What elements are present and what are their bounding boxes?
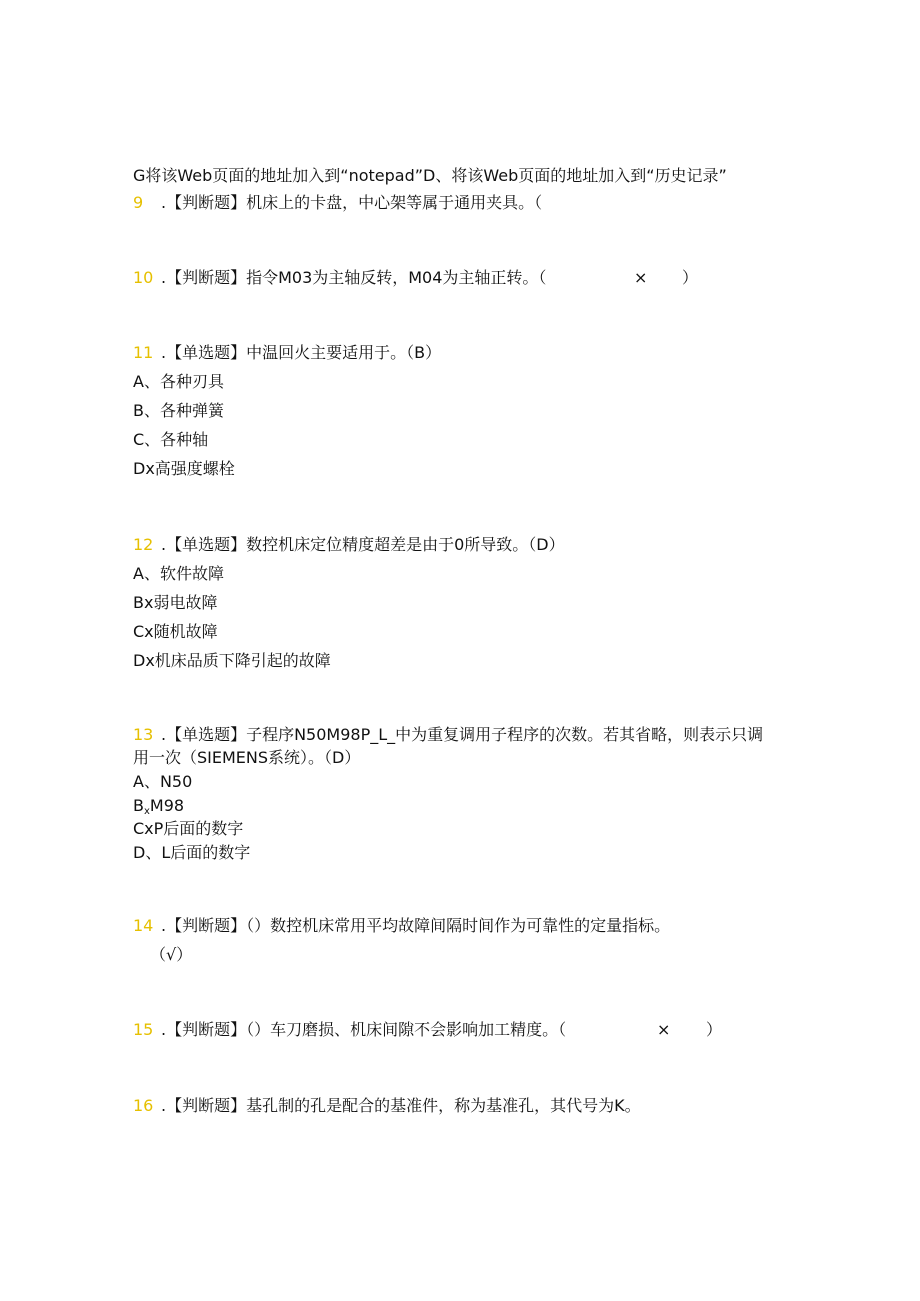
option-a: A、N50 bbox=[133, 772, 193, 791]
question-15-close-paren: ） bbox=[706, 1020, 723, 1039]
question-number: 13 bbox=[133, 725, 154, 744]
option-c: C、各种轴 bbox=[133, 430, 209, 449]
question-number: 9 bbox=[133, 193, 144, 212]
question-text: .【判断题】指令M03为主轴反转，M04为主轴正转。（ bbox=[161, 268, 547, 287]
question-text: .【单选题】子程序N50M98P_L_中为重复调用子程序的次数。若其省略，则表示只调 bbox=[161, 725, 764, 744]
question-10-answer: × bbox=[634, 268, 648, 287]
question-16 bbox=[133, 1096, 641, 1116]
option-d: D、L后面的数字 bbox=[133, 843, 251, 862]
question-14-answer: （√） bbox=[150, 945, 193, 964]
question-number: 12 bbox=[133, 535, 154, 554]
question-number: 16 bbox=[133, 1096, 154, 1115]
question-number: 11 bbox=[133, 343, 154, 362]
question-text: .【单选题】数控机床定位精度超差是由于0所导致。（D） bbox=[161, 535, 565, 554]
question-text: .【判断题】（）车刀磨损、机床间隙不会影响加工精度。（ bbox=[161, 1020, 567, 1039]
question-text: .【判断题】基孔制的孔是配合的基准件，称为基准孔，其代号为K。 bbox=[161, 1096, 641, 1115]
question-number: 10 bbox=[133, 268, 154, 287]
question-9 bbox=[133, 193, 542, 213]
option-d: Dx机床品质下降引起的故障 bbox=[133, 651, 331, 670]
option-b: B、各种弹簧 bbox=[133, 401, 224, 420]
question-10 bbox=[133, 268, 546, 288]
option-c: Cx随机故障 bbox=[133, 622, 218, 641]
option-c: CxP后面的数字 bbox=[133, 819, 244, 838]
question-text: .【单选题】中温回火主要适用于。（B） bbox=[161, 343, 442, 362]
option-b: Bx弱电故障 bbox=[133, 593, 218, 612]
option-b: $B_xM98$ bbox=[133, 796, 185, 817]
option-a: A、各种刃具 bbox=[133, 372, 224, 391]
question-15 bbox=[133, 1020, 566, 1040]
option-a: A、软件故障 bbox=[133, 564, 224, 583]
question-text: .【判断题】机床上的卡盘，中心架等属于通用夹具。（ bbox=[161, 193, 543, 212]
question-number: 14 bbox=[133, 916, 154, 935]
question-number: 15 bbox=[133, 1020, 154, 1039]
question-13-text-continued: 用一次（SIEMENS系统）。（D） bbox=[133, 748, 361, 767]
question-15-answer: × bbox=[657, 1020, 671, 1039]
question-13 bbox=[133, 725, 763, 745]
question-10-close-paren: ） bbox=[682, 268, 699, 287]
text-line-options-continuation: G将该Web页面的地址加入到“notepad”D、将该Web页面的地址加入到“历史记录” bbox=[133, 166, 727, 185]
question-11 bbox=[133, 343, 441, 363]
option-d: Dx高强度螺栓 bbox=[133, 459, 235, 478]
question-14 bbox=[133, 916, 670, 936]
question-text: .【判断题】（）数控机床常用平均故障间隔时间作为可靠性的定量指标。 bbox=[161, 916, 671, 935]
question-12 bbox=[133, 535, 565, 555]
